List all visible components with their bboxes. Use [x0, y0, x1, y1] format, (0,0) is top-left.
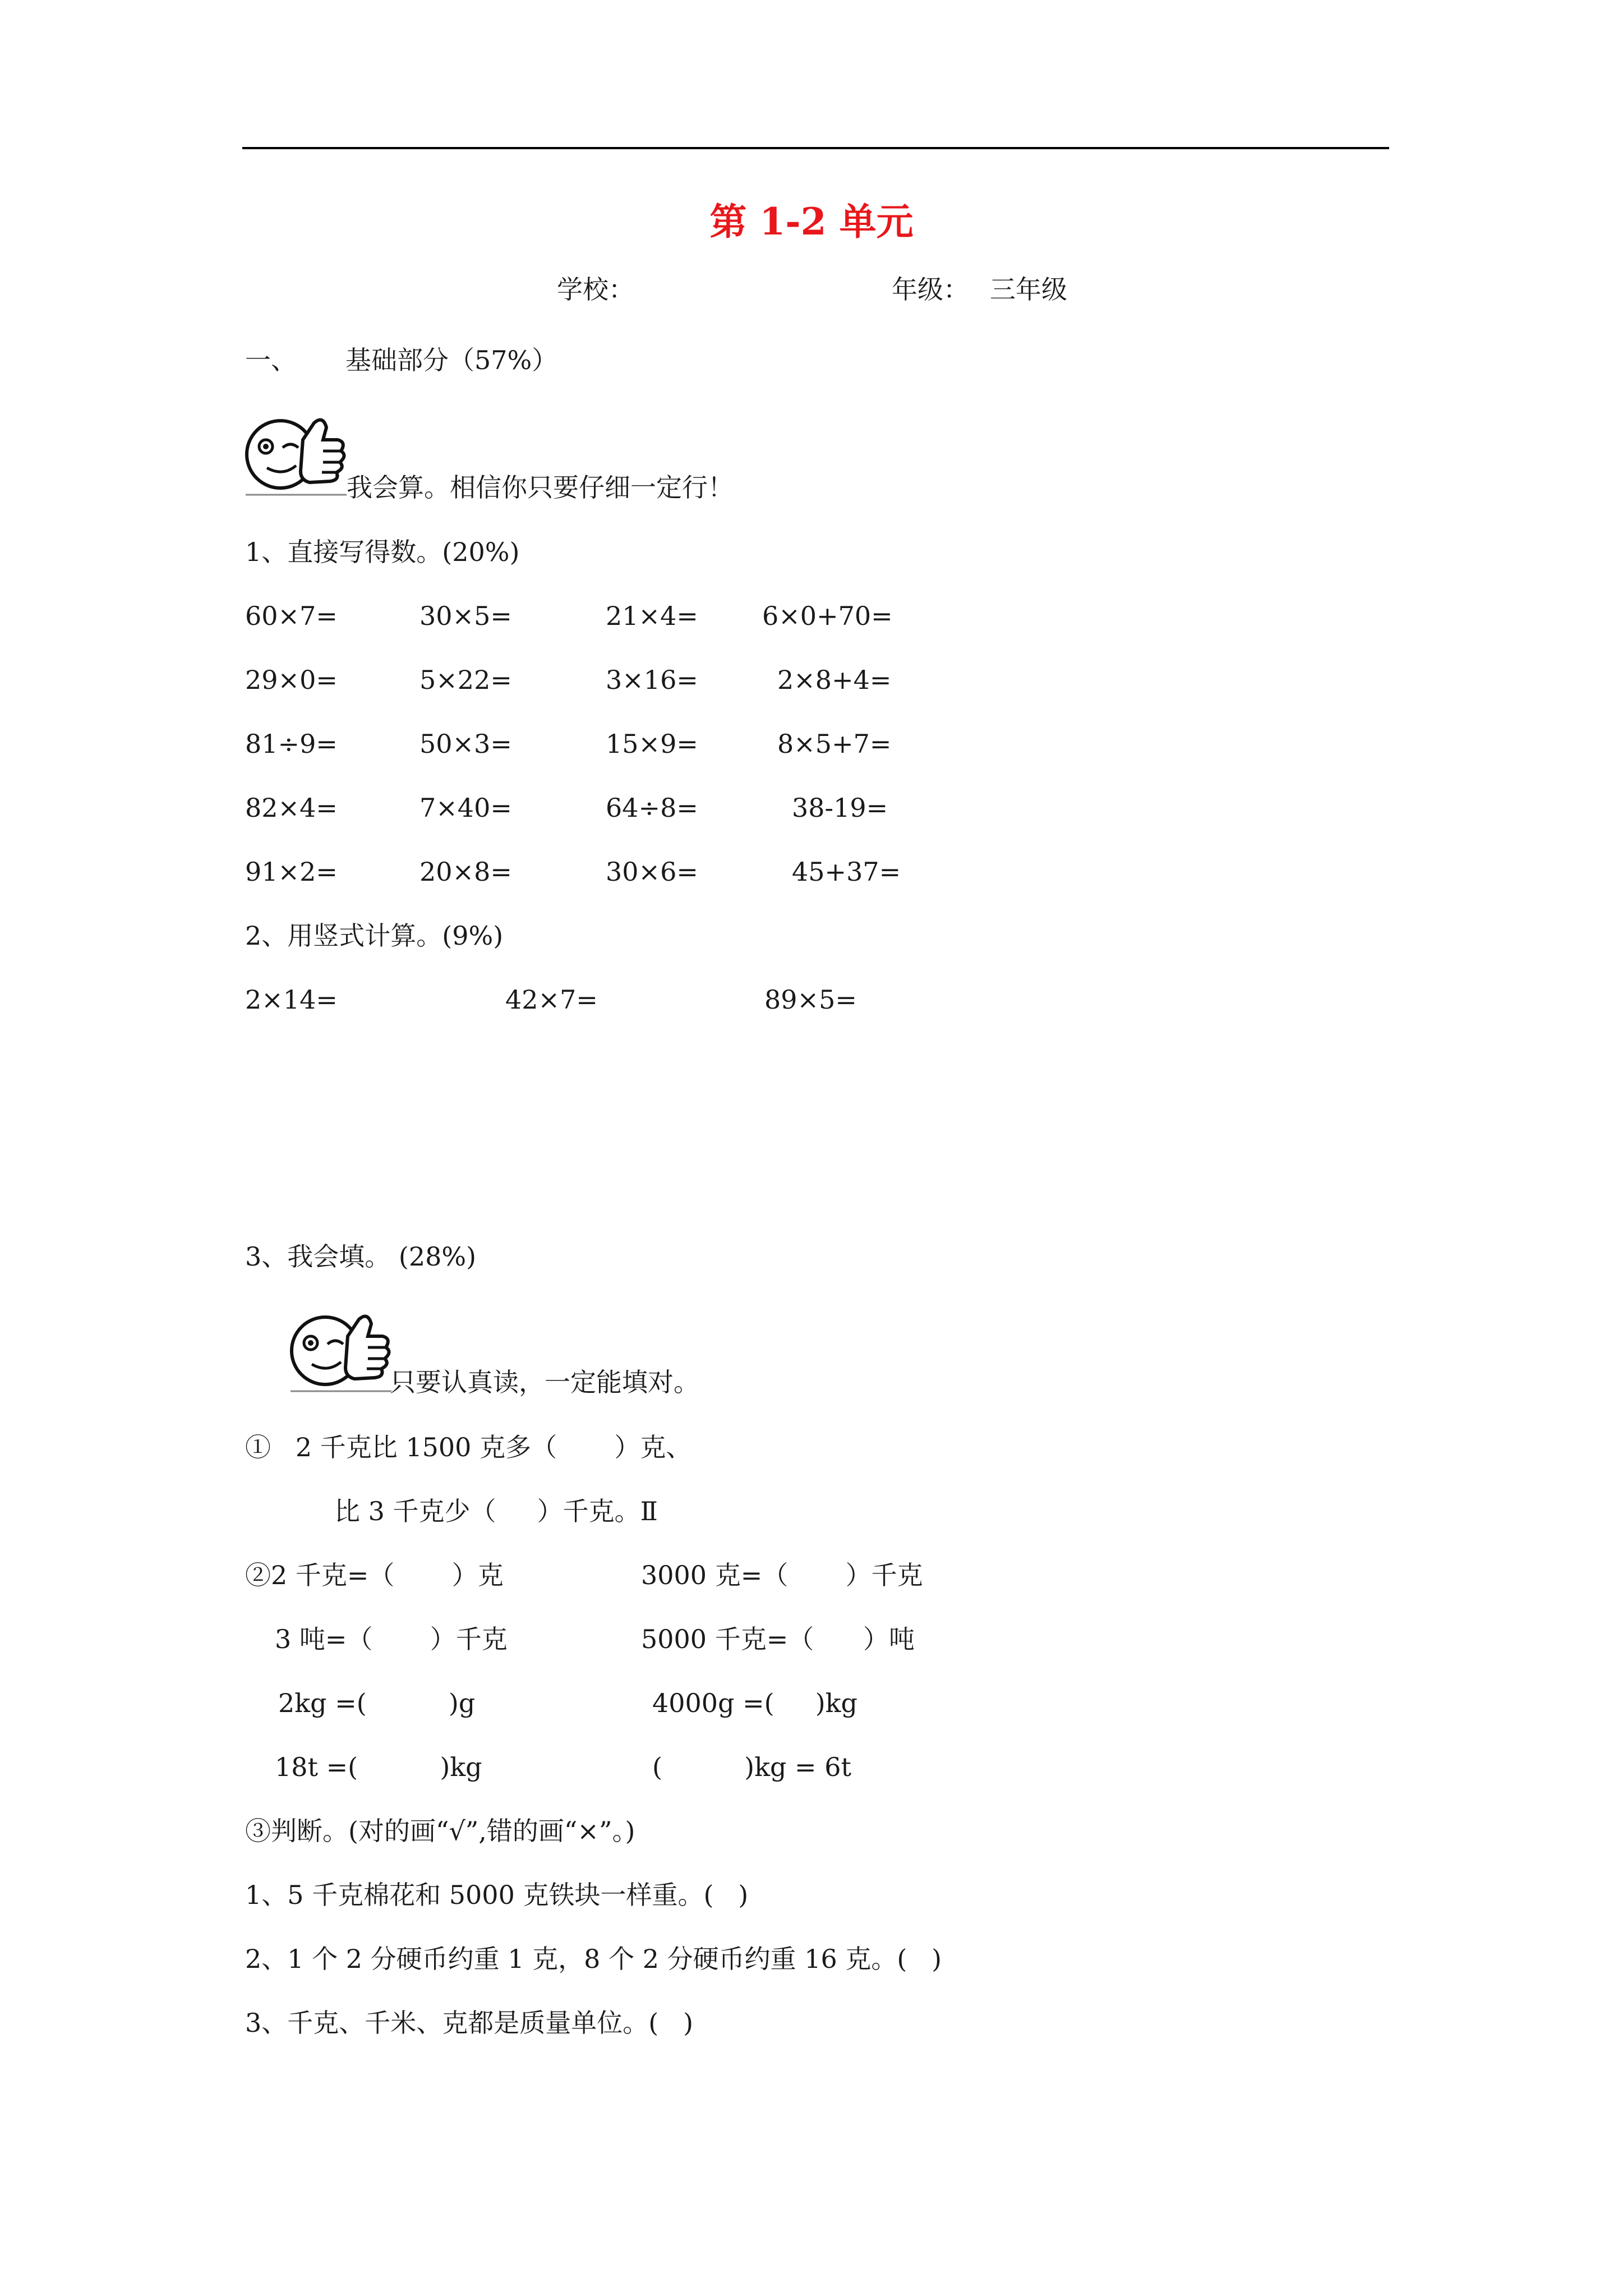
- judge-item: 2、1 个 2 分硬币约重 1 克，8 个 2 分硬币约重 16 克。( ): [245, 1944, 942, 1974]
- q1-item: 30×6=: [606, 857, 698, 887]
- q1-item: 29×0=: [245, 665, 338, 695]
- judge-item: 1、5 千克棉花和 5000 克铁块一样重。( ): [245, 1880, 749, 1910]
- q2-title: 2、用竖式计算。(9%): [245, 921, 504, 951]
- q3-conversion: 5000 千克=（ ）吨: [641, 1624, 915, 1654]
- q3-conversion: 3000 克=（ ）千克: [641, 1560, 923, 1590]
- q3-conversion: ②2 千克=（ ）克: [245, 1560, 504, 1590]
- q1-item: 5×22=: [419, 665, 512, 695]
- q1-item: 2×8+4=: [777, 665, 892, 695]
- q3-line: 比 3 千克少（ ）千克。Ⅱ: [334, 1496, 658, 1526]
- q1-item: 30×5=: [419, 601, 512, 631]
- header-rule: [242, 147, 1389, 149]
- q1-item: 50×3=: [419, 729, 512, 759]
- encourage-text: 我会算。相信你只要仔细一定行！: [347, 472, 734, 503]
- q1-item: 6×0+70=: [762, 601, 893, 631]
- q3-conversion: 2kg =( )g: [278, 1688, 476, 1718]
- q1-item: 38-19=: [792, 793, 888, 823]
- q1-item: 82×4=: [245, 793, 338, 823]
- q1-title: 1、直接写得数。(20%): [245, 537, 520, 567]
- q3-conversion: 18t =( )kg: [275, 1752, 482, 1782]
- q1-item: 21×4=: [606, 601, 698, 631]
- q1-item: 91×2=: [245, 857, 338, 887]
- judge-item: 3、千克、千米、克都是质量单位。( ): [245, 2008, 694, 2038]
- thumbs-up-face-icon: [242, 405, 349, 500]
- grade-label: 年级：: [892, 274, 969, 305]
- q3-line: ① 2 千克比 1500 克多（ ）克、: [245, 1432, 692, 1462]
- q2-item: 89×5=: [764, 984, 857, 1015]
- school-label: 学校：: [557, 274, 634, 305]
- q3-conversion: ( )kg = 6t: [652, 1752, 851, 1782]
- q1-item: 45+37=: [792, 857, 901, 887]
- q3-conversion: 3 吨=（ ）千克: [275, 1624, 508, 1654]
- section-heading: 基础部分（57%）: [345, 345, 558, 375]
- q3-conversion: 4000g =( )kg: [652, 1688, 858, 1718]
- q1-item: 15×9=: [606, 729, 698, 759]
- q3-encourage-text: 只要认真读，一定能填对。: [390, 1367, 699, 1397]
- q1-item: 7×40=: [419, 793, 512, 823]
- q3-title: 3、我会填。 (28%): [245, 1241, 477, 1272]
- q1-item: 81÷9=: [245, 729, 338, 759]
- q1-item: 20×8=: [419, 857, 512, 887]
- q1-item: 64÷8=: [606, 793, 698, 823]
- section-number: 一、: [245, 345, 297, 375]
- thumbs-up-face-icon: [287, 1301, 394, 1397]
- q1-item: 60×7=: [245, 601, 338, 631]
- grade-value: 三年级: [990, 274, 1067, 305]
- q2-item: 42×7=: [505, 984, 598, 1015]
- q2-item: 2×14=: [245, 984, 338, 1015]
- q1-item: 8×5+7=: [777, 729, 892, 759]
- page-title: 第 1-2 单元: [709, 200, 914, 243]
- q1-item: 3×16=: [606, 665, 698, 695]
- judge-title: ③判断。(对的画“√”,错的画“×”。): [245, 1816, 635, 1846]
